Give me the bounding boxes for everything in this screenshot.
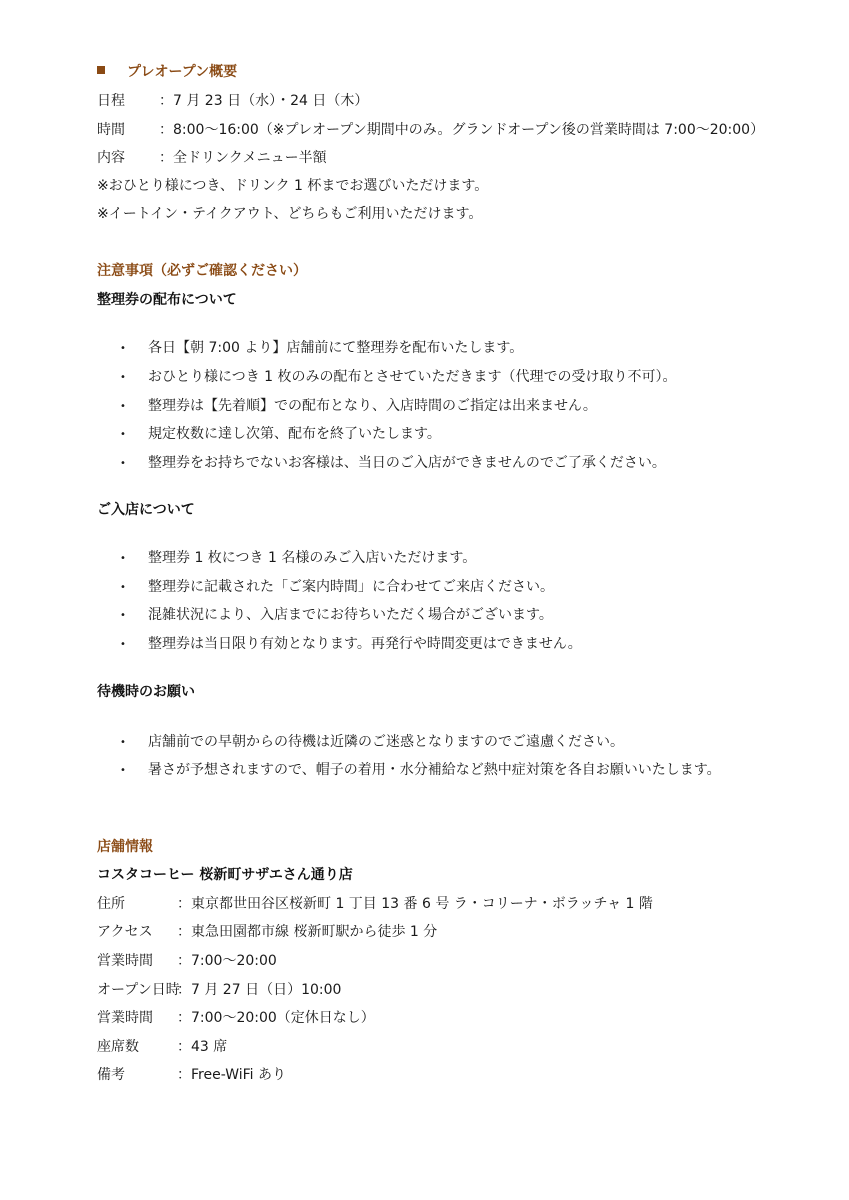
store-row-remarks: 備考 ：Free-WiFi あり [97, 1067, 286, 1083]
store-name: コスタコーヒー 桜新町サザエさん通り店 [97, 867, 353, 883]
bullet-icon: • [120, 765, 126, 776]
section-title-entry: ご入店について [97, 502, 195, 518]
list-item: • 整理券をお持ちでないお客様は、当日のご入店ができませんのでご了承ください。 [120, 455, 666, 471]
bullet-icon: • [120, 610, 126, 621]
section-title-ticket: 整理券の配布について [97, 292, 237, 308]
list-item: • 整理券に記載された「ご案内時間」に合わせてご来店ください。 [120, 579, 554, 595]
preopen-heading: プレオープン概要 [97, 63, 237, 81]
store-row-hours-regular: 営業時間 ：7:00～20:00（定休日なし） [97, 1010, 375, 1026]
bullet-icon: • [120, 639, 126, 650]
bullet-icon: • [120, 737, 126, 748]
list-item: • 暑さが予想されますので、帽子の着用・水分補給など熱中症対策を各自お願いいたします。 [120, 762, 721, 778]
list-item: • 各日【朝 7:00 より】店舗前にて整理券を配布いたします。 [120, 340, 524, 356]
bullet-icon: • [120, 372, 126, 383]
section-title-waiting: 待機時のお願い [97, 684, 195, 700]
preopen-note: ※おひとり様につき、ドリンク 1 杯までお選びいただけます。 [97, 178, 489, 194]
list-item: • 混雑状況により、入店までにお待ちいただく場合がございます。 [120, 607, 553, 623]
bullet-icon: • [120, 582, 126, 593]
list-item: • 整理券は【先着順】での配布となり、入店時間のご指定は出来ません。 [120, 398, 597, 414]
store-row-address: 住所 ：東京都世田谷区桜新町 1 丁目 13 番 6 号 ラ・コリーナ・ボラッチャ 1 階 [97, 896, 653, 912]
store-row-hours: 営業時間 ：7:00～20:00 [97, 953, 277, 969]
bullet-icon: • [120, 343, 126, 354]
list-item: • 店舗前での早朝からの待機は近隣のご迷惑となりますのでご遠慮ください。 [120, 734, 624, 750]
bullet-icon: • [120, 429, 126, 440]
bullet-icon: • [120, 553, 126, 564]
list-item: • 整理券は当日限り有効となります。再発行や時間変更はできません。 [120, 636, 582, 652]
store-row-access: アクセス ：東急田園都市線 桜新町駅から徒歩 1 分 [97, 924, 438, 940]
preopen-row-time: 時間 ：8:00～16:00（※プレオープン期間中のみ。グランドオープン後の営業時間は 7:00～20:00） [97, 122, 765, 138]
square-bullet-icon [97, 66, 105, 74]
store-row-seats: 座席数 ：43 席 [97, 1039, 228, 1055]
bullet-icon: • [120, 401, 126, 412]
store-heading: 店舗情報 [97, 839, 153, 855]
preopen-row-date: 日程 ：7 月 23 日（水）・24 日（木） [97, 93, 369, 109]
notice-heading: 注意事項（必ずご確認ください） [97, 263, 307, 279]
store-row-open-date: オープン日時：7 月 27 日（日）10:00 [97, 982, 342, 998]
list-item: • 規定枚数に達し次第、配布を終了いたします。 [120, 426, 441, 442]
bullet-icon: • [120, 458, 126, 469]
list-item: • おひとり様につき 1 枚のみの配布とさせていただきます（代理での受け取り不可）。 [120, 369, 677, 385]
preopen-row-content: 内容 ：全ドリンクメニュー半額 [97, 150, 327, 166]
preopen-note: ※イートイン・テイクアウト、どちらもご利用いただけます。 [97, 206, 483, 222]
list-item: • 整理券 1 枚につき 1 名様のみご入店いただけます。 [120, 550, 477, 566]
